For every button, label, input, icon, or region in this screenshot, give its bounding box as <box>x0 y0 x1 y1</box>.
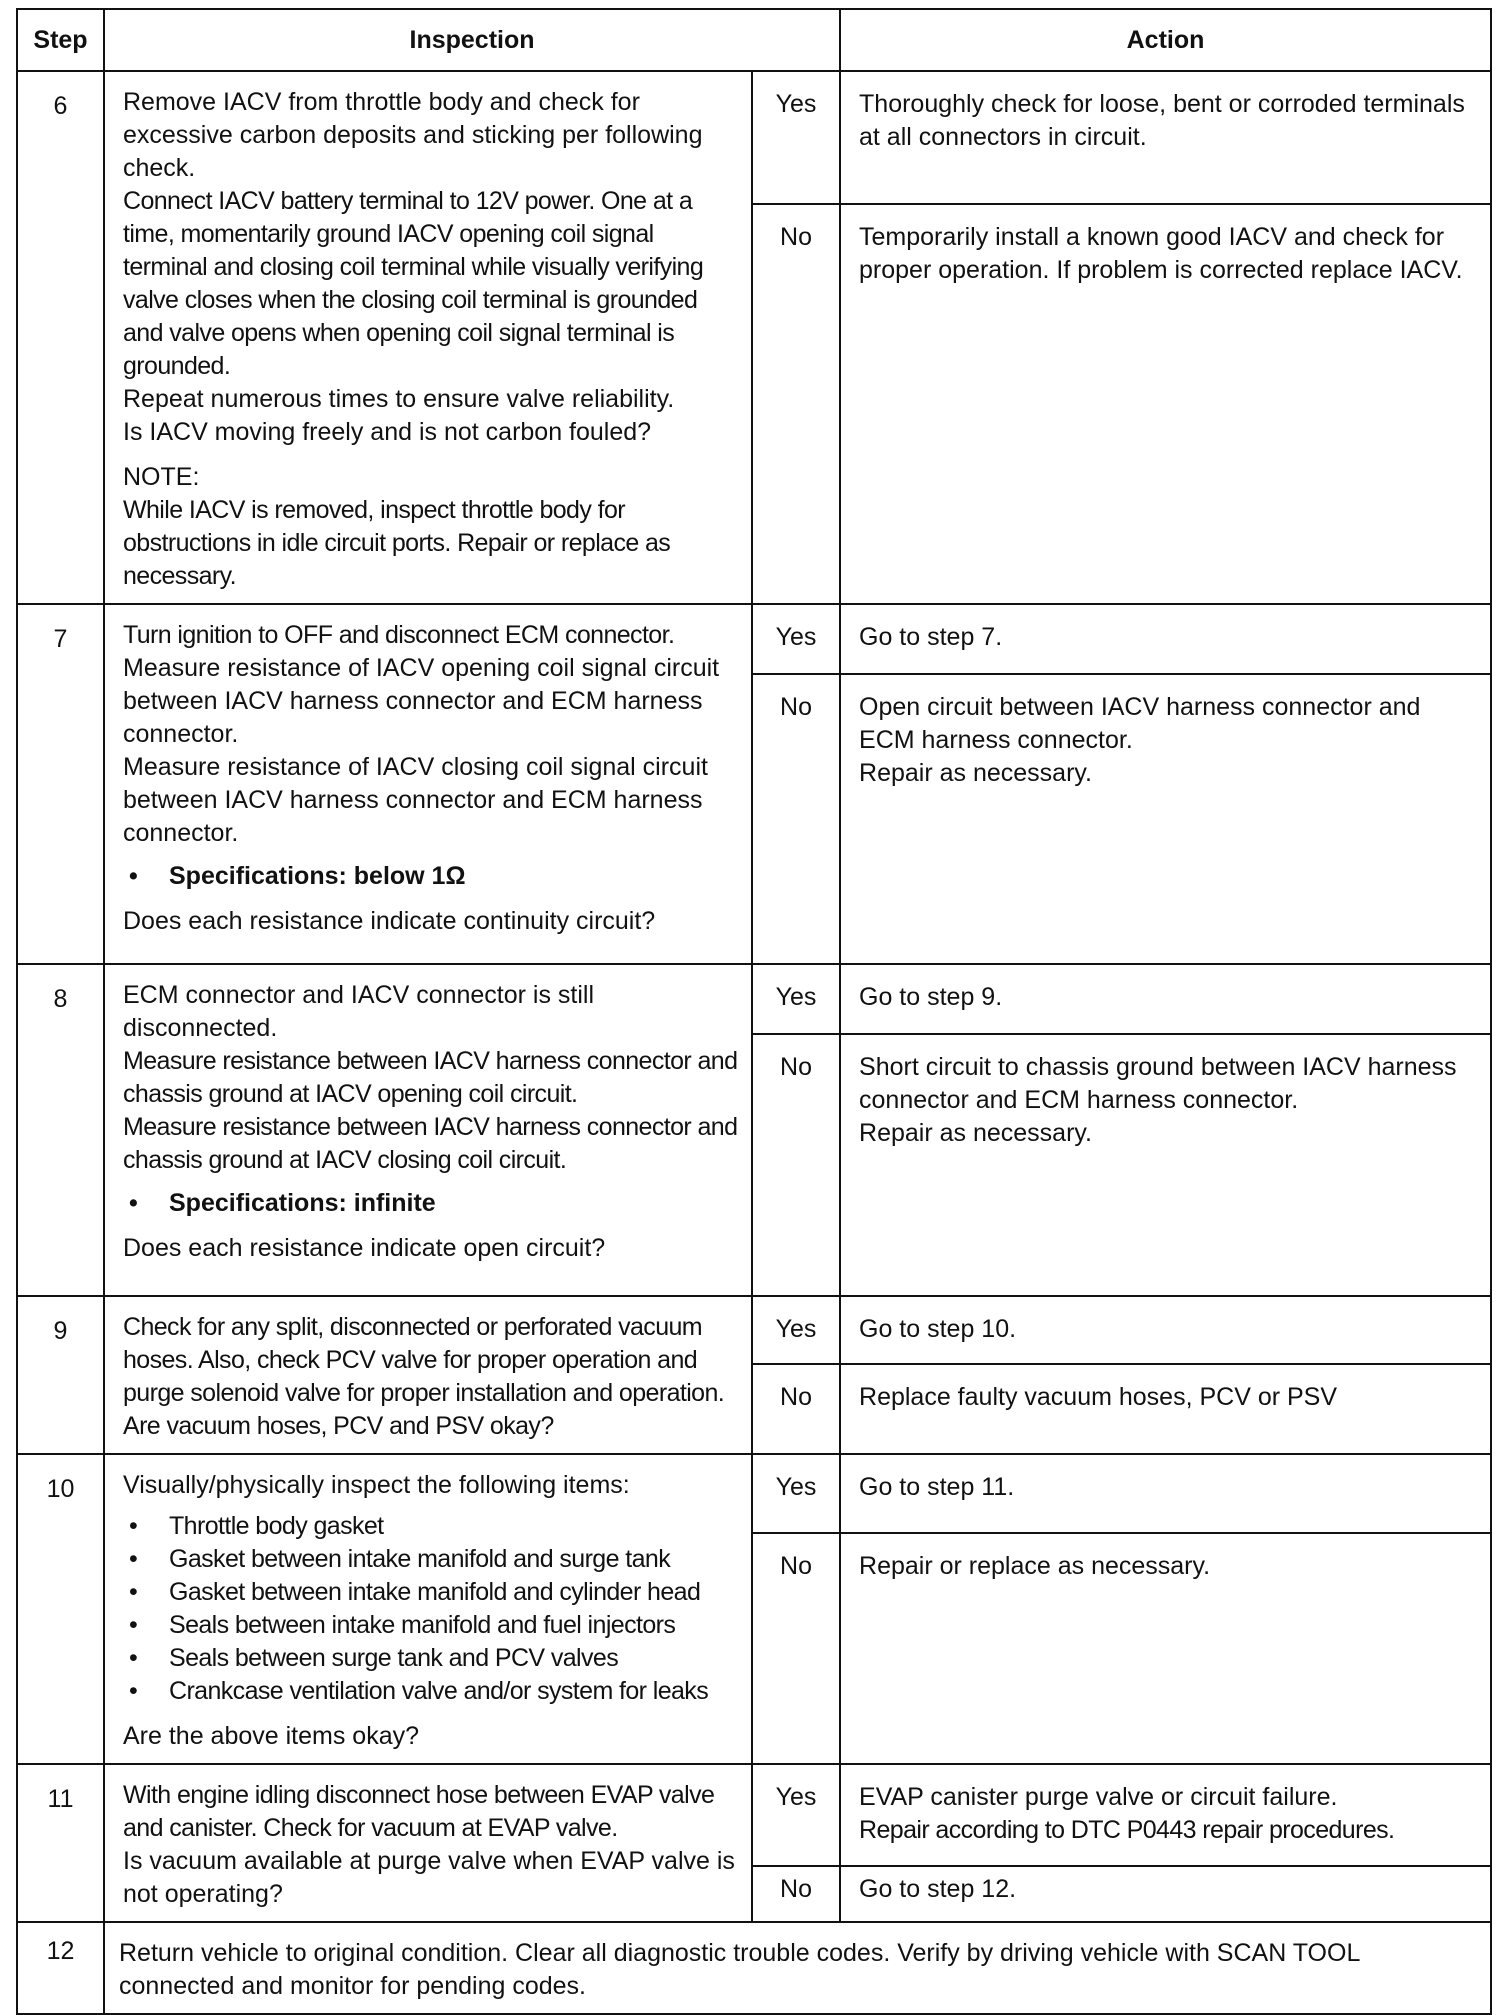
no-label: No <box>752 204 840 604</box>
list-item: • Crankcase ventilation valve and/or system for leaks <box>123 1675 739 1708</box>
note-label: NOTE: <box>123 463 200 491</box>
no-action: Go to step 12. <box>840 1866 1491 1922</box>
inspection-cell <box>104 71 752 604</box>
inspection-cell <box>104 1296 752 1454</box>
no-label: No <box>752 1866 840 1922</box>
inspection-cell <box>104 1764 752 1922</box>
yes-label: Yes <box>752 1764 840 1866</box>
action-text: Repair as necessary. <box>859 1119 1092 1147</box>
specification: • Specifications: below 1Ω <box>123 860 739 893</box>
inspection-cell <box>104 1454 752 1764</box>
inspection-text: With engine idling disconnect hose between EVAP valve and canister. Check for vacuum at EVAP valve. <box>123 1781 715 1842</box>
header-action: Action <box>840 9 1491 71</box>
action-text: Repair as necessary. <box>859 759 1092 787</box>
no-action: Replace faulty vacuum hoses, PCV or PSV <box>840 1364 1491 1454</box>
yes-label: Yes <box>752 1454 840 1533</box>
yes-label: Yes <box>752 71 840 204</box>
list-item: • Throttle body gasket <box>123 1510 739 1543</box>
inspection-text: ECM connector and IACV connector is still disconnected. <box>123 981 595 1042</box>
table-row <box>17 1764 1491 1866</box>
list-item: • Seals between intake manifold and fuel injectors <box>123 1609 739 1642</box>
step-number: 11 <box>17 1764 104 1922</box>
yes-label: Yes <box>752 964 840 1034</box>
inspection-text: Connect IACV battery terminal to 12V power. One at a time, momentarily ground IACV opening coil signal terminal and closing coil terminal while visually verifying valve closes when the closing coil terminal is grounded and valve opens when opening coil signal terminal is grounded. <box>123 187 704 380</box>
step-number: 6 <box>17 71 104 604</box>
step-number: 10 <box>17 1454 104 1764</box>
inspection-text: Repeat numerous times to ensure valve reliability. <box>123 385 675 413</box>
list-item: • Seals between surge tank and PCV valves <box>123 1642 739 1675</box>
step-number: 12 <box>17 1922 104 2014</box>
inspection-cell <box>104 604 752 964</box>
list-item: • Gasket between intake manifold and cylinder head <box>123 1576 739 1609</box>
inspection-text: Measure resistance between IACV harness connector and chassis ground at IACV opening coil circuit. <box>123 1047 738 1108</box>
table-row <box>17 71 1491 204</box>
table-row <box>17 1454 1491 1533</box>
inspection-text: Measure resistance between IACV harness connector and chassis ground at IACV closing coil circuit. <box>123 1113 738 1174</box>
action-text: Repair according to DTC P0443 repair procedures. <box>859 1816 1395 1844</box>
inspection-item-list <box>123 1510 739 1708</box>
diagnostic-table <box>16 8 1492 2015</box>
no-label: No <box>752 1364 840 1454</box>
action-text: Short circuit to chassis ground between IACV harness connector and ECM harness connector. <box>859 1053 1457 1114</box>
yes-action <box>840 1764 1491 1866</box>
table-row <box>17 1922 1491 2014</box>
yes-action: Go to step 10. <box>840 1296 1491 1364</box>
inspection-text: Measure resistance of IACV opening coil signal circuit between IACV harness connector and ECM harness connector. <box>123 654 720 748</box>
inspection-text: Measure resistance of IACV closing coil signal circuit between IACV harness connector and ECM harness connector. <box>123 753 708 847</box>
yes-action: Go to step 11. <box>840 1454 1491 1533</box>
yes-label: Yes <box>752 604 840 674</box>
no-label: No <box>752 1034 840 1296</box>
step-number: 9 <box>17 1296 104 1454</box>
inspection-text: Check for any split, disconnected or perforated vacuum hoses. Also, check PCV valve for proper operation and purge solenoid valve for proper installation and operation. <box>123 1313 725 1407</box>
yes-action: Go to step 9. <box>840 964 1491 1034</box>
action-text: EVAP canister purge valve or circuit failure. <box>859 1783 1338 1811</box>
inspection-cell <box>104 964 752 1296</box>
no-action <box>840 1034 1491 1296</box>
inspection-text: Remove IACV from throttle body and check for excessive carbon deposits and sticking per following check. <box>123 88 703 182</box>
no-label: No <box>752 1533 840 1764</box>
inspection-question: Is IACV moving freely and is not carbon fouled? <box>123 418 652 446</box>
final-step-text: Return vehicle to original condition. Clear all diagnostic trouble codes. Verify by driving vehicle with SCAN TOOL connected and monitor for pending codes. <box>104 1922 1491 2014</box>
list-item: • Gasket between intake manifold and surge tank <box>123 1543 739 1576</box>
no-action: Temporarily install a known good IACV and check for proper operation. If problem is corrected replace IACV. <box>840 204 1491 604</box>
header-step: Step <box>17 9 104 71</box>
table-row <box>17 1296 1491 1364</box>
no-label: No <box>752 674 840 964</box>
inspection-question: Does each resistance indicate continuity circuit? <box>123 907 656 935</box>
inspection-question: Does each resistance indicate open circuit? <box>123 1234 606 1262</box>
step-number: 7 <box>17 604 104 964</box>
inspection-question: Is vacuum available at purge valve when EVAP valve is not operating? <box>123 1847 735 1908</box>
inspection-question: Are vacuum hoses, PCV and PSV okay? <box>123 1412 554 1440</box>
note-text: While IACV is removed, inspect throttle body for obstructions in idle circuit ports. Repair or replace as necessary. <box>123 496 671 590</box>
specification: • Specifications: infinite <box>123 1187 739 1220</box>
yes-action: Thoroughly check for loose, bent or corroded terminals at all connectors in circuit. <box>840 71 1491 204</box>
action-text: Open circuit between IACV harness connector and ECM harness connector. <box>859 693 1421 754</box>
inspection-text: Visually/physically inspect the following items: <box>123 1471 630 1499</box>
table-row <box>17 604 1491 674</box>
step-number: 8 <box>17 964 104 1296</box>
table-row <box>17 964 1491 1034</box>
table-header-row <box>17 9 1491 71</box>
header-inspection: Inspection <box>104 9 840 71</box>
inspection-question: Are the above items okay? <box>123 1722 419 1750</box>
yes-action: Go to step 7. <box>840 604 1491 674</box>
inspection-text: Turn ignition to OFF and disconnect ECM connector. <box>123 621 675 649</box>
no-action: Repair or replace as necessary. <box>840 1533 1491 1764</box>
no-action <box>840 674 1491 964</box>
yes-label: Yes <box>752 1296 840 1364</box>
